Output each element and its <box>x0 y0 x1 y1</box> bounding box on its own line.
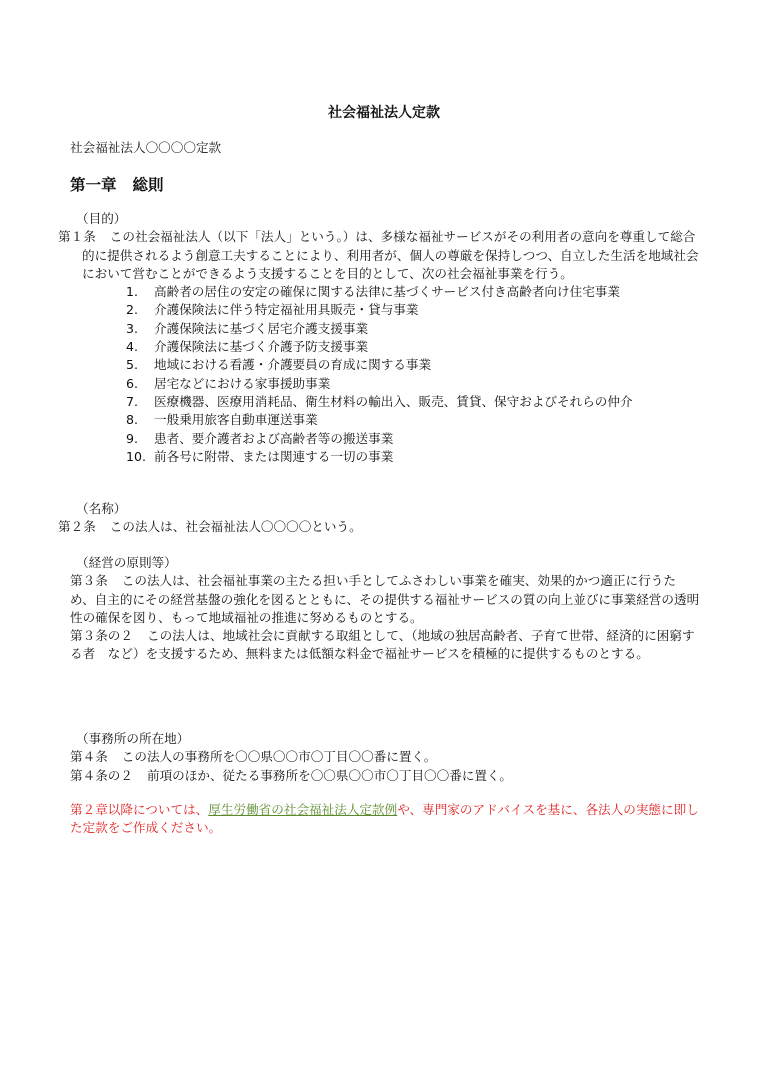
article-3-text: この法人は、社会福祉事業の主たる担い手としてふさわしい事業を確実、効果的かつ適正に行うため、自主的にその経営基盤の強化を図るとともに、その提供する福祉サービスの質の向上並びに事業経営の透明性の確保を図り、もって地域福祉の推進に努めるものとする。 <box>70 573 700 625</box>
list-item-number: 10. <box>126 448 147 464</box>
article-3-2-text: この法人は、地域社会に貢献する取組として、（地域の独居高齢者、子育て世帯、経済的に困窮する者 など）を支援するため、無料または低額な料金で福祉サービスを積極的に提供するものとする。 <box>70 628 695 662</box>
office-heading: （事務所の所在地） <box>76 731 190 746</box>
list-item-text: 地域における看護・介護要員の育成に関する事業 <box>154 357 432 373</box>
list-item <box>126 430 700 448</box>
guidance-note <box>70 801 700 838</box>
list-item-number: 5. <box>126 357 139 373</box>
chapter-heading <box>70 174 700 196</box>
article-1-number: 第１条 <box>58 229 96 245</box>
article-3 <box>70 572 700 627</box>
chapter-name: 総則 <box>132 176 164 194</box>
article-4 <box>70 748 700 766</box>
article-4-2-text: 前項のほか、従たる事務所を〇〇県〇〇市〇丁目〇〇番に置く。 <box>146 767 512 783</box>
article-3-2-number: 第３条の２ <box>70 628 133 644</box>
document-title: 社会福祉法人定款 <box>328 105 440 121</box>
list-item <box>126 448 700 466</box>
purpose-section <box>58 210 700 466</box>
article-4-number: 第４条 <box>70 749 108 765</box>
article-1-text: この社会福祉法人（以下「法人」という。）は、多様な福祉サービスがその利用者の意向を尊重して総合的に提供されるよう創意工夫することにより、利用者が、個人の尊厳を保持しつつ、自立した生活を地域社会において営むことができるよう支援することを目的として、次の社会福祉事業を行う。 <box>82 229 699 281</box>
list-item-number: 1. <box>126 284 139 300</box>
name-heading: （名称） <box>76 501 127 516</box>
list-item-text: 高齢者の居住の安定の確保に関する法律に基づくサービス付き高齢者向け住宅事業 <box>154 284 620 300</box>
name-section <box>58 500 700 537</box>
list-item-text: 患者、要介護者および高齢者等の搬送事業 <box>154 430 394 446</box>
article-2-number: 第２条 <box>58 519 96 535</box>
list-item-number: 6. <box>126 375 139 391</box>
list-item-number: 2. <box>126 302 139 318</box>
note-text-before: 第２章以降については、 <box>70 802 209 817</box>
list-item-number: 3. <box>126 320 139 336</box>
list-item <box>126 283 700 301</box>
article-2 <box>58 518 700 536</box>
list-item <box>126 338 700 356</box>
list-item-text: 居宅などにおける家事援助事業 <box>154 375 331 391</box>
mhlw-model-articles-link[interactable]: 厚生労働省の社会福祉法人定款例 <box>208 802 398 817</box>
list-item-text: 一般乗用旅客自動車運送事業 <box>154 412 318 428</box>
note-text-after: や、専門家のアドバイスを基に、各法人の実態に即した定款をご作成ください。 <box>70 802 699 836</box>
list-item <box>126 375 700 393</box>
purpose-heading: （目的） <box>76 211 127 226</box>
list-item-text: 医療機器、医療用消耗品、衛生材料の輸出入、販売、賃貸、保守およびそれらの仲介 <box>154 393 633 409</box>
office-section <box>70 730 700 785</box>
list-item-number: 4. <box>126 339 139 355</box>
list-item <box>126 393 700 411</box>
chapter-number: 第一章 <box>70 176 117 194</box>
principles-section <box>70 554 700 664</box>
list-item-text: 介護保険法に伴う特定福祉用具販売・貸与事業 <box>154 302 419 318</box>
article-3-2 <box>70 627 700 664</box>
principles-heading: （経営の原則等） <box>76 555 177 570</box>
article-1 <box>58 228 700 283</box>
article-4-text: この法人の事務所を〇〇県〇〇市〇丁目〇〇番に置く。 <box>121 749 437 765</box>
list-item-number: 8. <box>126 412 139 428</box>
list-item-text: 介護保険法に基づく居宅介護支援事業 <box>154 320 369 336</box>
list-item <box>126 301 700 319</box>
list-item-number: 9. <box>126 430 139 446</box>
list-item <box>126 320 700 338</box>
list-item-text: 前各号に附帯、または関連する一切の事業 <box>154 448 394 464</box>
list-item-number: 7. <box>126 393 139 409</box>
list-item <box>126 356 700 374</box>
article-2-text: この法人は、社会福祉法人〇〇〇〇という。 <box>109 519 362 535</box>
article-3-number: 第３条 <box>70 573 108 589</box>
business-list <box>70 283 700 466</box>
article-4-2-number: 第４条の２ <box>70 767 133 783</box>
list-item <box>126 411 700 429</box>
list-item-text: 介護保険法に基づく介護予防支援事業 <box>154 339 369 355</box>
article-4-2 <box>70 767 700 785</box>
document-subtitle: 社会福祉法人〇〇〇〇定款 <box>70 140 222 155</box>
